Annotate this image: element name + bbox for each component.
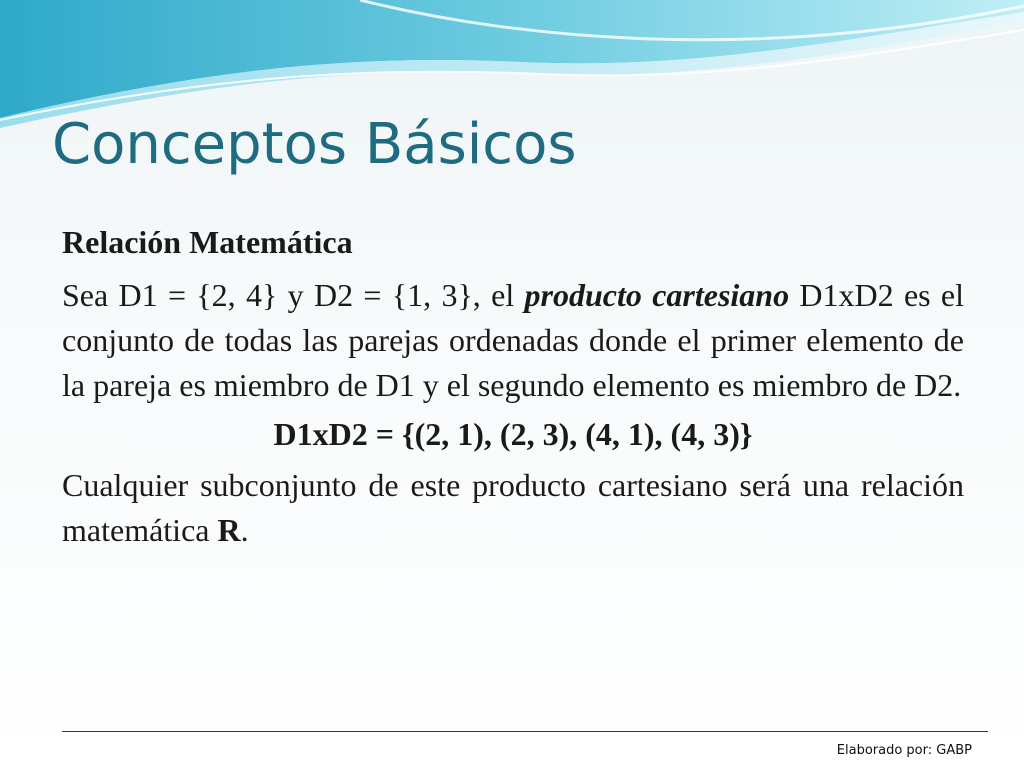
relation-symbol: R xyxy=(217,512,241,548)
paragraph-relation-text: Cualquier subconjunto de este producto cartesiano será una relación matemática xyxy=(62,467,964,548)
decorative-wave-header xyxy=(0,0,1024,130)
paragraph-definition-rest: D1xD2 es el conjunto de todas las parejas ordenadas donde el primer elemento de la pareja es miembro de D1 y el segundo elemento es miembro de D2. xyxy=(62,277,965,403)
slide-body xyxy=(62,220,964,553)
paragraph-relation-end: . xyxy=(240,512,249,548)
slide-title: Conceptos Básicos xyxy=(52,112,577,177)
paragraph-definition-lead: Sea D1 = {2, 4} y D2 = {1, 3}, el xyxy=(62,277,525,313)
paragraph-definition xyxy=(62,273,964,408)
subheading: Relación Matemática xyxy=(62,224,353,260)
footer-divider xyxy=(62,731,988,732)
footer-author: Elaborado por: GABP xyxy=(836,743,972,758)
paragraph-relation xyxy=(62,463,964,553)
cartesian-product-formula: D1xD2 = {(2, 1), (2, 3), (4, 1), (4, 3)} xyxy=(273,416,753,452)
term-producto-cartesiano: producto cartesiano xyxy=(524,277,790,313)
